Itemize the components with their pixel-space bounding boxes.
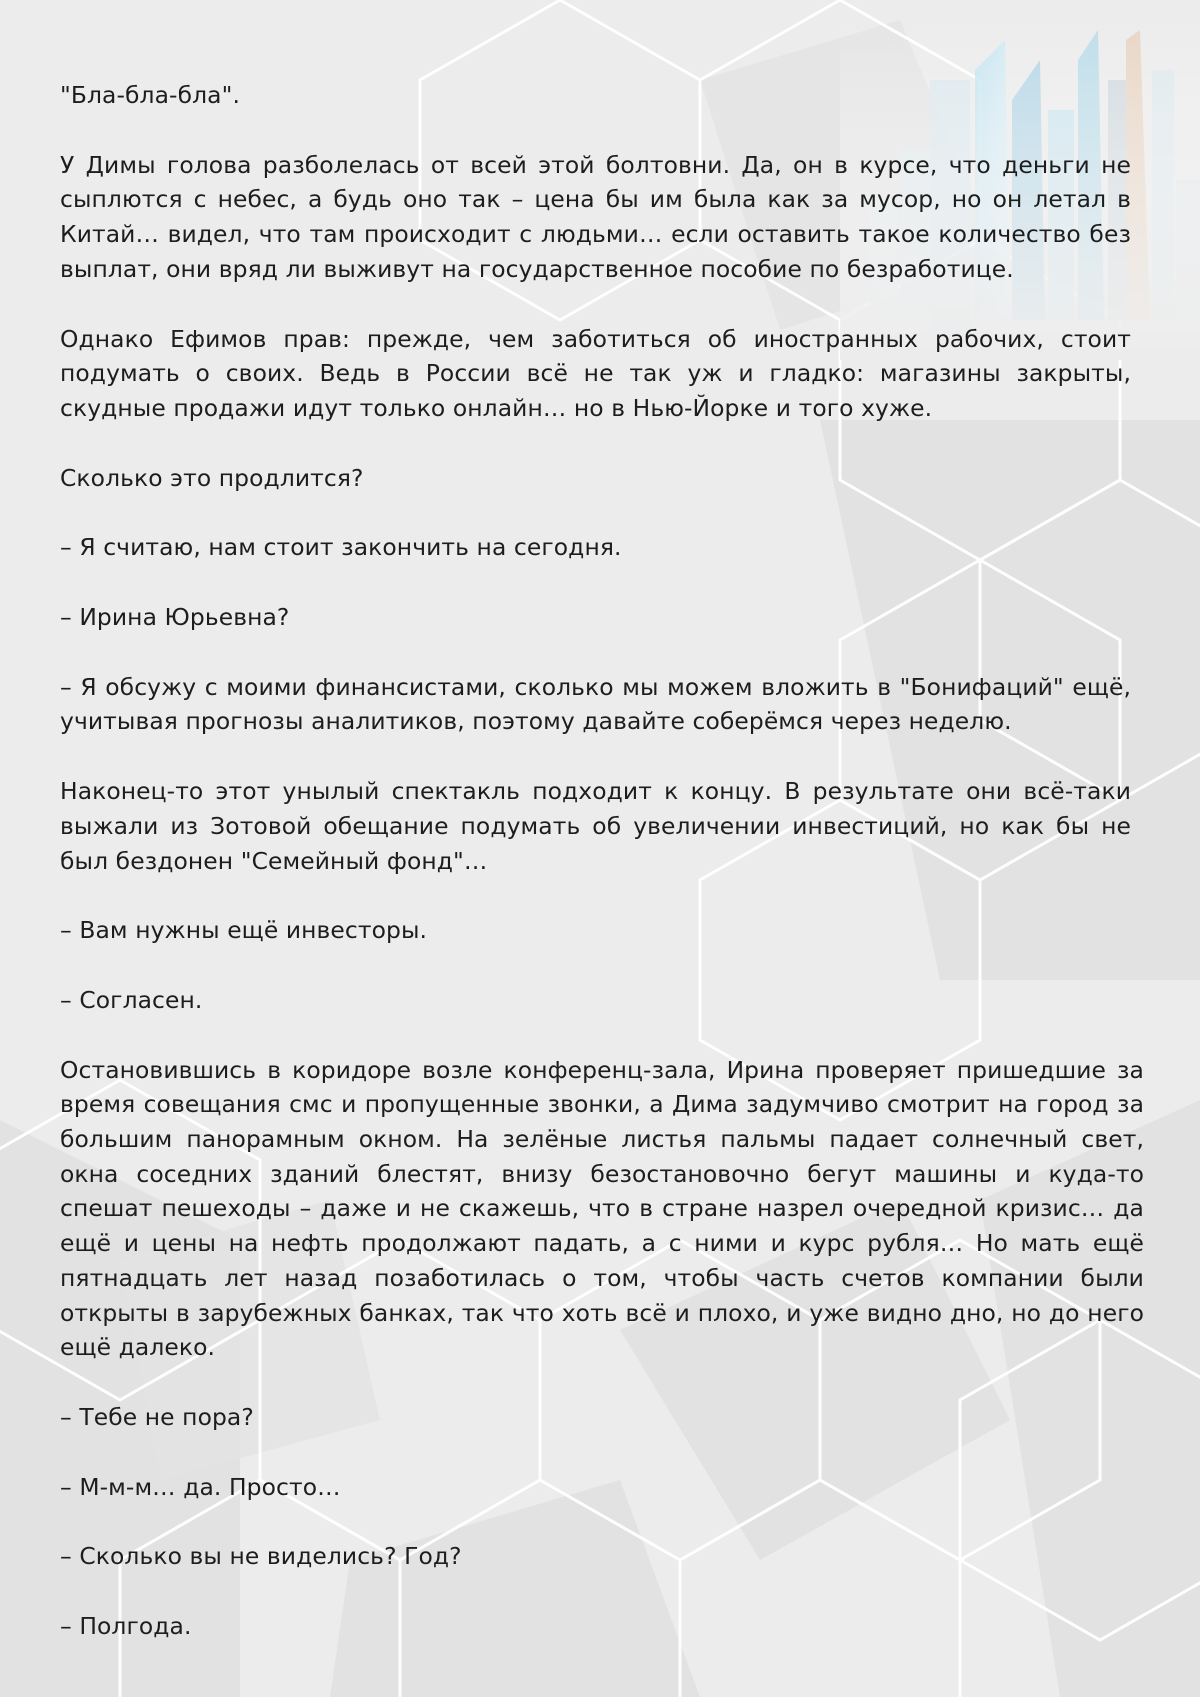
dialogue-line: – Тебе не пора? [60,1402,254,1431]
document-body [60,78,1144,1679]
paragraph: У Димы голова разболелась от всей этой болтовни. Да, он в курсе, что деньги не сыплются с небес, а будь оно так – цена бы им была как за мусор, но он летал в Китай… видел, что там происходит с людьми… если оставить такое количество без выплат, они вряд ли выживут на государственное пособие по безработице. [60,150,1131,283]
paragraph: "Бла-бла-бла". [60,81,240,109]
dialogue-line: – Я обсужу с моими финансистами, сколько мы можем вложить в "Бонифаций" ещё, учитывая прогнозы аналитиков, поэтому давайте соберёмся через неделю. [60,672,1131,736]
paragraph: Однако Ефимов прав: прежде, чем заботиться об иностранных рабочих, стоит подумать о своих. Ведь в России всё не так уж и гладко: магазины закрыты, скудные продажи идут только онлайн… но в Нью-Йорке и того хуже. [60,324,1131,422]
dialogue-line: – Ирина Юрьевна? [60,603,290,632]
dialogue-line: – Сколько вы не виделись? Год? [60,1542,462,1571]
paragraph: Остановившись в коридоре возле конференц-зала, Ирина проверяет пришедшие за время совещания смс и пропущенные звонки, а Дима задумчиво смотрит на город за большим панорамным окном. На зелёные листья пальмы падает солнечный свет, окна соседних зданий блестят, внизу безостановочно бегут машины и куда-то спешат пешеходы – даже и не скажешь, что в стране назрел очередной кризис… да ещё и цены на нефть продолжают падать, а с ними и курс рубля… Но мать ещё пятнадцать лет назад позаботилась о том, чтобы часть счетов компании были открыты в зарубежных банках, так что хоть всё и плохо, и уже видно дно, но до него ещё далеко. [60,1055,1144,1362]
dialogue-line: – Полгода. [60,1612,192,1641]
dialogue-line: – Я считаю, нам стоит закончить на сегодня. [60,533,622,562]
dialogue-line: – М-м-м… да. Просто… [60,1472,341,1501]
paragraph: Сколько это продлится? [60,463,364,492]
dialogue-line: – Вам нужны ещё инвесторы. [60,916,428,945]
paragraph: Наконец-то этот унылый спектакль подходит к концу. В результате они всё-таки выжали из Зотовой обещание подумать об увеличении инвестиций, но как бы не был бездонен "Семейный фонд"… [60,777,1131,875]
dialogue-line: – Согласен. [60,985,203,1014]
